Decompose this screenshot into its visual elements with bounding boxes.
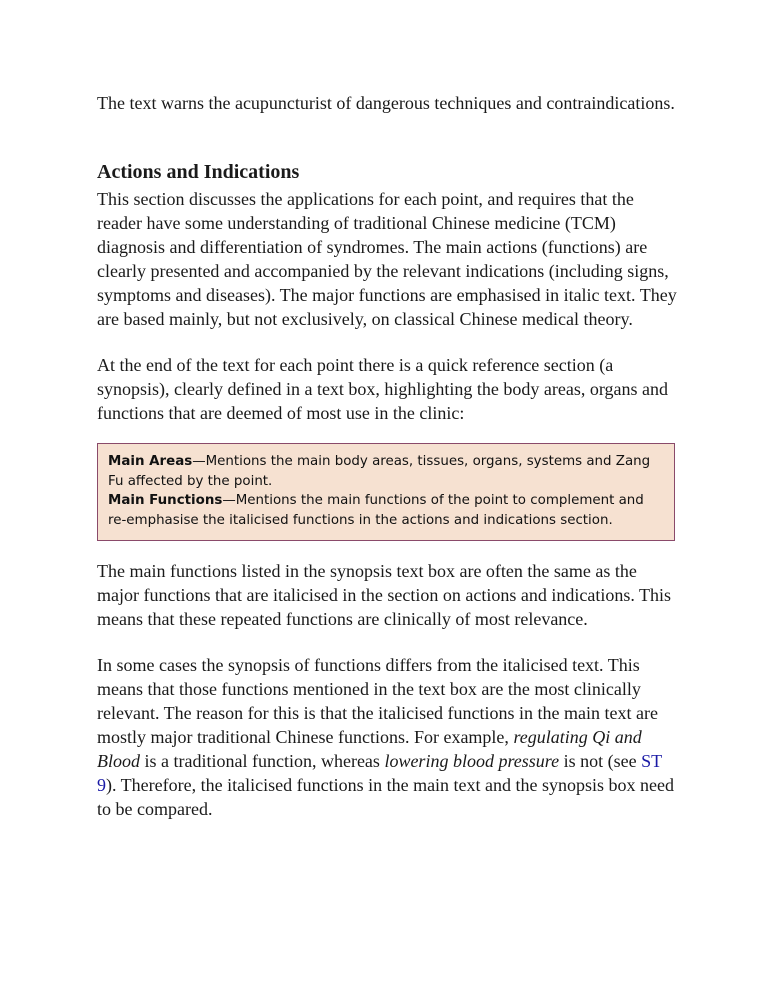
section-heading: Actions and Indications	[97, 161, 300, 183]
paragraph-3: The main functions listed in the synopsis text box are often the same as the major functions that are italicised in the section on actions and indications. This means that these repeated functions are clinically of most relevance.	[97, 561, 672, 629]
document-page	[97, 91, 677, 821]
main-functions-entry	[108, 491, 664, 530]
main-areas-text: —Mentions the main body areas, tissues, organs, systems and Zang Fu affected by the point.	[108, 454, 651, 489]
italic-term-regulating: regulating Qi and Blood	[97, 727, 642, 771]
paragraph-4	[97, 653, 677, 821]
paragraph-2: At the end of the text for each point there is a quick reference section (a synopsis), clearly defined in a text box, highlighting the body areas, organs and functions that are deemed of most use in the clinic:	[97, 355, 669, 423]
main-functions-term: Main Functions	[108, 493, 223, 508]
intro-paragraph: The text warns the acupuncturist of dangerous techniques and contraindications.	[97, 93, 675, 113]
main-areas-term: Main Areas	[108, 454, 193, 469]
main-functions-text: —Mentions the main functions of the point to complement and re-emphasise the italicised functions in the actions and indications section.	[108, 493, 644, 528]
italic-term-lowering: lowering blood pressure	[384, 751, 560, 771]
st9-link[interactable]: ST 9	[97, 751, 662, 795]
main-areas-entry	[108, 452, 664, 491]
paragraph-4-text-d: ). Therefore, the italicised functions in the main text and the synopsis box need to be compared.	[97, 775, 675, 819]
paragraph-4-text-c: is not (see	[559, 751, 642, 771]
synopsis-box	[97, 443, 675, 541]
paragraph-1: This section discusses the applications for each point, and requires that the reader have some understanding of traditional Chinese medicine (TCM) diagnosis and differentiation of syndromes. The main actions (functions) are clearly presented and accompanied by the relevant indications (including signs, symptoms and diseases). The major functions are emphasised in italic text. They are based mainly, but not exclusively, on classical Chinese medical theory.	[97, 189, 677, 329]
paragraph-4-text-a: In some cases the synopsis of functions differs from the italicised text. This means that those functions mentioned in the text box are the most clinically relevant. The reason for this is that the italicised functions in the main text are mostly major traditional Chinese functions. For example,	[97, 655, 658, 747]
paragraph-4-text-b: is a traditional function, whereas	[140, 751, 385, 771]
